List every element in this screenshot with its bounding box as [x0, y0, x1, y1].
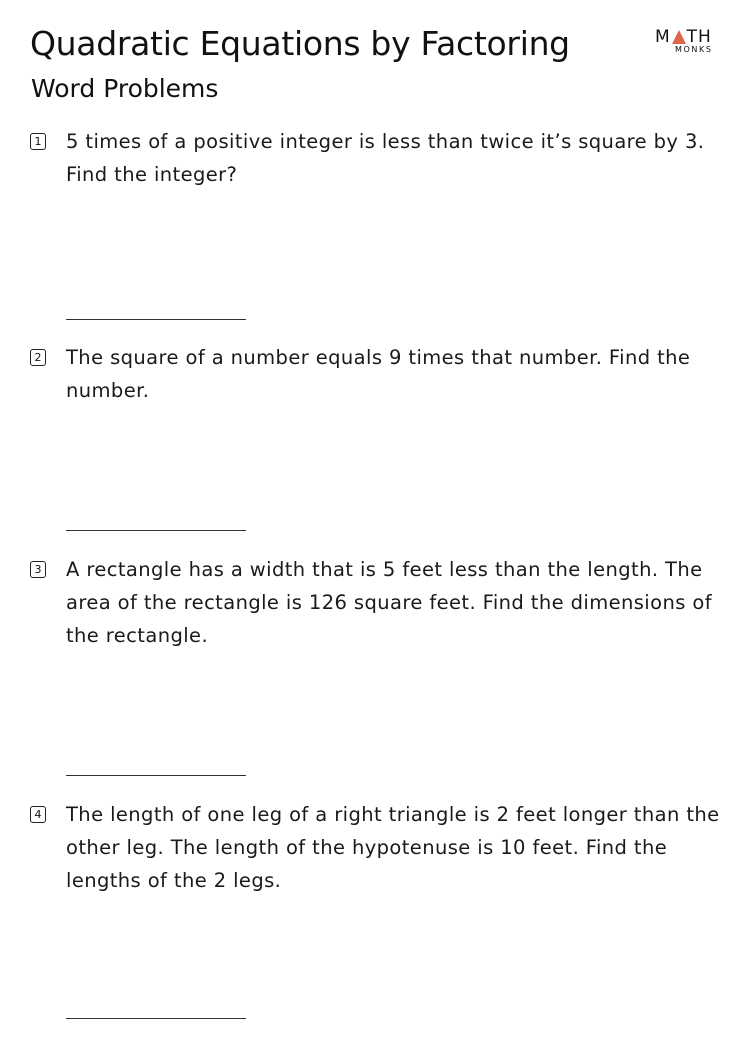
- answer-line-1[interactable]: [66, 319, 246, 320]
- question-text: The length of one leg of a right triangle is 2 feet longer than the other leg. The length of the hypotenuse is 10 feet. Find the lengths of the 2 legs.: [66, 803, 720, 892]
- logo-wordmark: [655, 27, 712, 47]
- question-number-badge: 3: [30, 561, 46, 578]
- logo-letter-m: M: [655, 27, 671, 47]
- answer-line-4[interactable]: [66, 1018, 246, 1019]
- page-subtitle: Word Problems: [31, 74, 219, 103]
- question-number-badge: 1: [30, 133, 46, 150]
- question-number-badge: 4: [30, 806, 46, 823]
- question-number-badge: 2: [30, 349, 46, 366]
- answer-line-2[interactable]: [66, 530, 246, 531]
- question-text: 5 times of a positive integer is less than twice it’s square by 3. Find the integer?: [66, 130, 705, 186]
- answer-line-3[interactable]: [66, 775, 246, 776]
- page-title: Quadratic Equations by Factoring: [30, 24, 570, 63]
- question-text: The square of a number equals 9 times that number. Find the number.: [66, 346, 691, 402]
- question-text: A rectangle has a width that is 5 feet less than the length. The area of the rectangle is 126 square feet. Find the dimensions of the rectangle.: [66, 558, 712, 647]
- logo-triangle-icon: [672, 30, 686, 44]
- math-monks-logo: [655, 27, 719, 59]
- logo-letters-th: TH: [686, 27, 712, 47]
- logo-subtext: MONKS: [675, 45, 713, 54]
